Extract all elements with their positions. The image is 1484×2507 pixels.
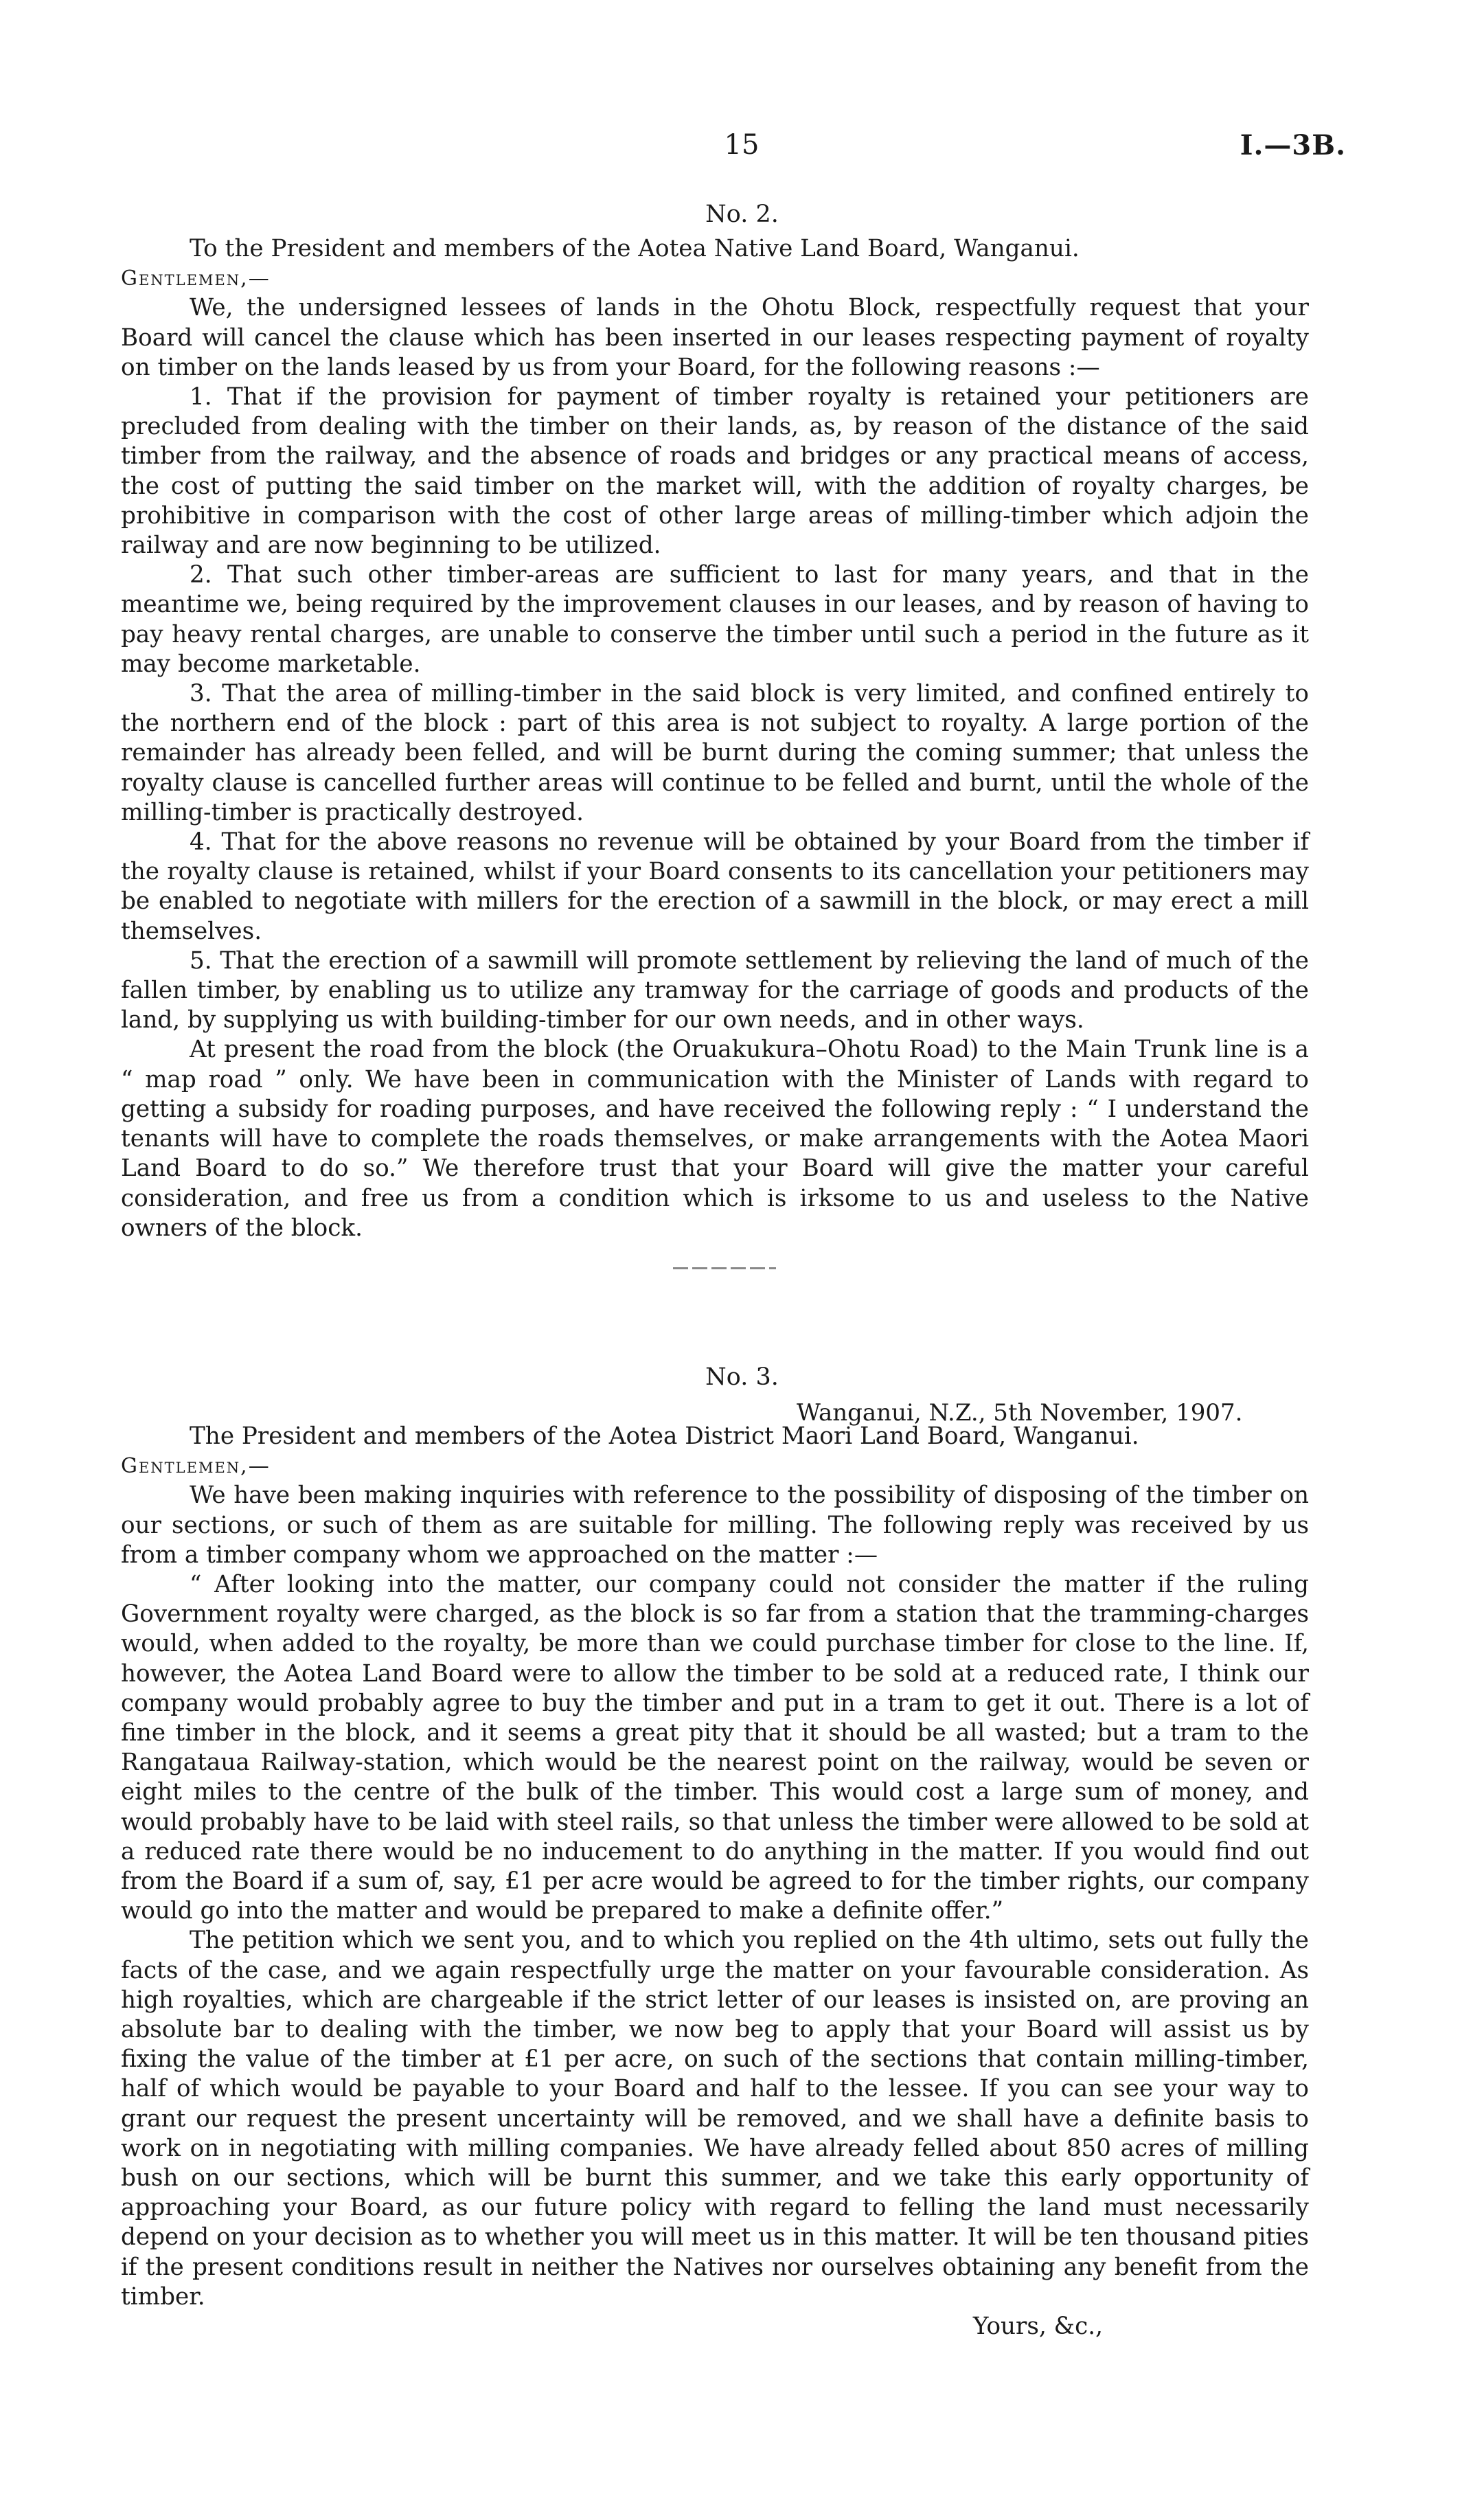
letter-2-address: To the President and members of the Aotea Native Land Board, Wanganui. (190, 235, 1080, 262)
letter-2-paragraph: 3. That the area of milling-timber in the said block is very limited, and confined entirely to the northern end of the block : part of this area is not subject to royalty. A large portion of the remainder has already been felled, and will be burnt during the coming summer; that unless the royalty clause is cancelled further areas will continue to be felled and burnt, until the whole of the milling-timber is practically destroyed. (121, 680, 1309, 826)
letter-2-paragraph: We, the undersigned lessees of lands in the Ohotu Block, respectfully request that your Board will cancel the clause which has been inserted in our leases respecting payment of royalty on timber on the lands leased by us from your Board, for the following reasons :— (121, 294, 1309, 381)
letter-3-number: No. 3. (705, 1363, 779, 1391)
letter-3-dateline: Wanganui, N.Z., 5th November, 1907. (797, 1399, 1243, 1427)
letter-3-salutation: Gentlemen,— (121, 1454, 271, 1479)
letter-2-paragraph: 5. That the erection of a sawmill will promote settlement by relieving the land of much of the fallen timber, by enabling us to utilize any tramway for the carriage of goods and products of the land, by supplying us with building-timber for our own needs, and in other ways. (121, 946, 1309, 1034)
letter-3-quote: “ After looking into the matter, our company could not consider the matter if the ruling Government royalty were charged, as the block is so far from a station that the tramming-charges would, when added to the royalty, be more than we could purchase timber for close to the line. If, however, the Aotea Land Board were to allow the timber to be sold at a reduced rate, I think our company would probably agree to buy the timber and put in a tram to get it out. There is a lot of fine timber in the block, and it seems a great pity that it should be all wasted; but a tram to the Rangataua Railway-station, which would be the nearest point on the railway, would be seven or eight miles to the centre of the bulk of the timber. This would cost a large sum of money, and would probably have to be laid with steel rails, so that unless the timber were allowed to be sold at a reduced rate there would be no inducement to do anything in the matter. If you would find out from the Board if a sum of, say, £1 per acre would be agreed to for the timber rights, our company would go into the matter and would be prepared to make a definite offer.” (121, 1571, 1309, 1925)
letter-2-paragraph: 1. That if the provision for payment of timber royalty is retained your petitioners are precluded from dealing with the timber on their lands, as, by reason of the distance of the said timber from the railway, and the absence of roads and bridges or any practical means of access, the cost of putting the said timber on the market will, with the addition of royalty charges, be prohibitive in comparison with the cost of other large areas of milling-timber which adjoin the railway and are now beginning to be utilized. (121, 383, 1309, 560)
letter-2-paragraph: 4. That for the above reasons no revenue will be obtained by your Board from the timber if the royalty clause is retained, whilst if your Board consents to its cancellation your petitioners may be enabled to negotiate with millers for the erection of a sawmill in the block, or may erect a mill themselves. (121, 828, 1309, 945)
letter-2 (121, 234, 1309, 1243)
letter-3-paragraph: We have been making inquiries with reference to the possibility of disposing of the timber on our sections, or such of them as are suitable for milling. The following reply was received by us from a timber company whom we approached on the matter :— (121, 1482, 1309, 1569)
letter-3 (121, 1422, 1309, 2341)
document-reference: I.—3B. (1240, 129, 1346, 161)
section-divider (673, 1267, 776, 1269)
page-number: 15 (724, 129, 760, 161)
letter-3-paragraph: The petition which we sent you, and to which you replied on the 4th ultimo, sets out fully the facts of the case, and we again respectfully urge the matter on your favourable consideration. As high royalties, which are chargeable if the strict letter of our leases is insisted on, are proving an absolute bar to dealing with the timber, we now beg to apply that your Board will assist us by fixing the value of the timber at £1 per acre, on such of the sections that contain milling-timber, half of which would be payable to your Board and half to the lessee. If you can see your way to grant our request the present uncertainty will be removed, and we shall have a definite basis to work on in negotiating with milling companies. We have already felled about 850 acres of milling bush on our sections, which will be burnt this summer, and we take this early opportunity of approaching your Board, as our future policy with regard to felling the land must necessarily depend on your decision as to whether you will meet us in this matter. It will be ten thousand pities if the present conditions result in neither the Natives nor ourselves obtaining any benefit from the timber. (121, 1927, 1309, 2311)
letter-3-address: The President and members of the Aotea District Maori Land Board, Wanganui. (190, 1422, 1139, 1450)
letter-3-signoff: Yours, &c., (972, 2313, 1103, 2341)
letter-2-paragraph: At present the road from the block (the Oruakukura–Ohotu Road) to the Main Trunk line is a “ map road ” only. We have been in communication with the Minister of Lands with regard to getting a subsidy for roading purposes, and have received the following reply : “ I understand the tenants will have to complete the roads themselves, or make arrangements with the Aotea Maori Land Board to do so.” We therefore trust that your Board will give the matter your careful consideration, and free us from a condition which is irksome to us and useless to the Native owners of the block. (121, 1036, 1309, 1242)
letter-2-salutation: Gentlemen,— (121, 266, 271, 291)
letter-2-paragraph: 2. That such other timber-areas are sufficient to last for many years, and that in the meantime we, being required by the improvement clauses in our leases, and by reason of having to pay heavy rental charges, are unable to conserve the timber until such a period in the future as it may become marketable. (121, 561, 1309, 678)
letter-2-number: No. 2. (705, 201, 779, 228)
